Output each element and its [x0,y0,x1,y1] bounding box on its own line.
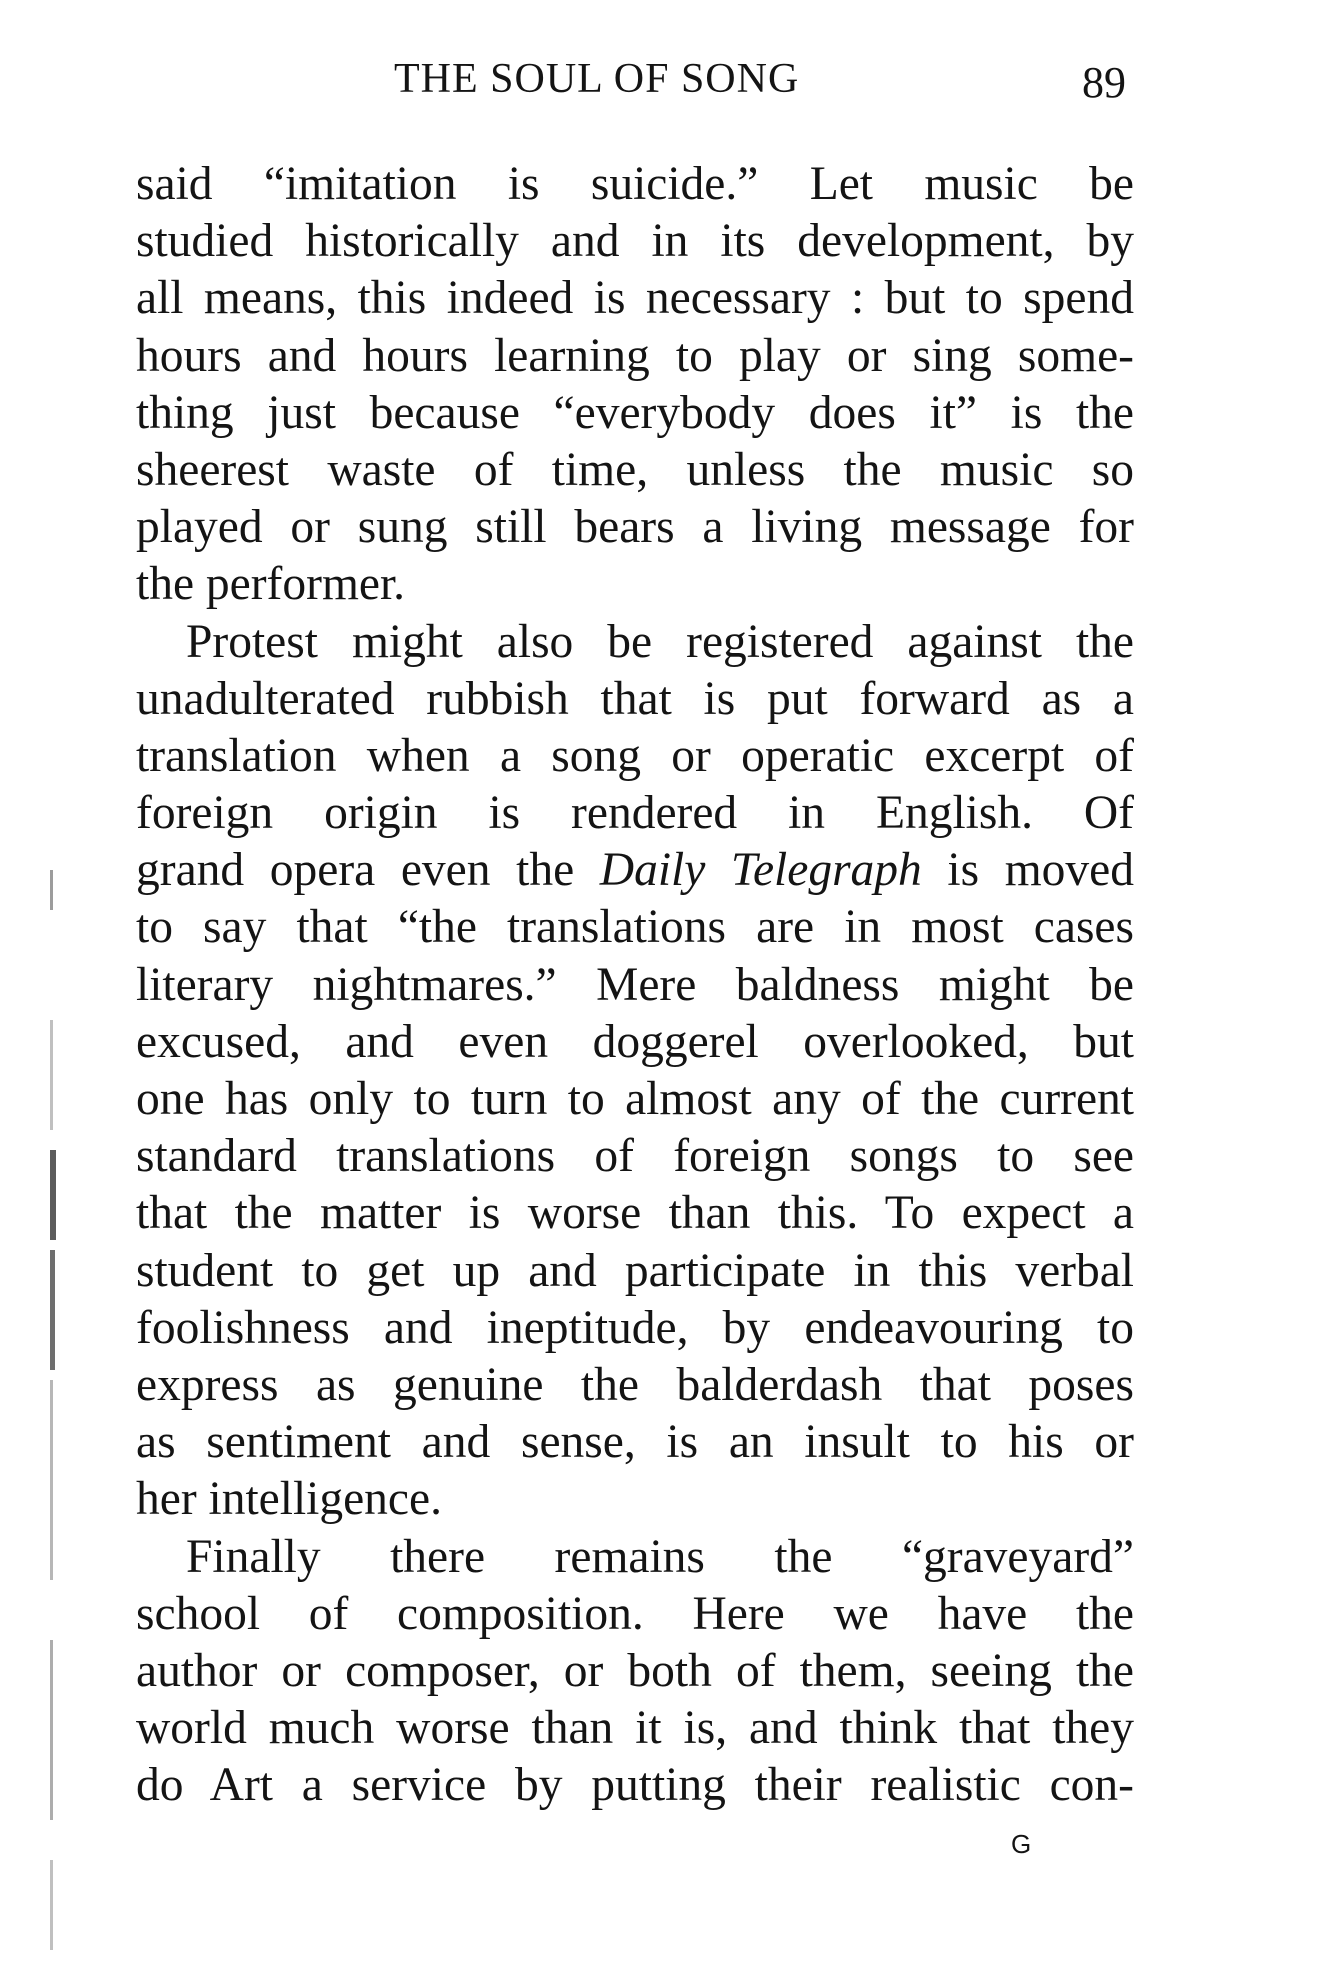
signature-mark: G [1011,1829,1032,1859]
binding-shadow [50,1640,53,1820]
text-line: unadulterated rubbish that is put forward as a [136,672,1134,725]
binding-shadow [50,1380,53,1580]
text-line-with-italic [136,842,1134,899]
text-line: one has only to turn to almost any of the current [136,1073,1134,1125]
text-line: to say that “the translations are in most cases [136,901,1134,954]
text-line: standard translations of foreign songs to see [136,1130,1134,1183]
text-line: her intelligence. [136,1473,442,1526]
text-line: excused, and even doggerel overlooked, but [136,1015,1134,1068]
binding-shadow [50,1860,53,1950]
binding-shadow [50,1020,53,1130]
text-line: Protest might also be registered against the [186,615,1134,668]
newspaper-title: Daily Telegraph [599,844,922,897]
binding-shadow [50,870,53,910]
text-line: said “imitation is suicide.” Let music be [136,158,1134,210]
running-head: THE SOUL OF SONG [394,56,800,102]
page-number: 89 [1082,58,1126,107]
text-segment: is moved [921,844,1134,897]
text-line: studied historically and in its development, by [136,215,1134,268]
text-line: hours and hours learning to play or sing some- [136,329,1134,382]
text-line: all means, this indeed is necessary : but to spend [136,272,1134,325]
text-line: do Art a service by putting their realistic con- [136,1759,1134,1812]
binding-shadow [50,1150,56,1240]
text-line: translation when a song or operatic excerpt of [136,729,1134,782]
binding-shadow [50,1250,55,1370]
text-line: foolishness and ineptitude, by endeavouring to [136,1301,1134,1354]
page-header [136,55,1136,115]
body-text [136,156,1134,1814]
text-line: literary nightmares.” Mere baldness might be [136,958,1134,1011]
text-line: foreign origin is rendered in English. Of [136,787,1134,840]
text-line: student to get up and participate in this verbal [136,1244,1134,1297]
text-line: world much worse than it is, and think that they [136,1702,1134,1755]
text-line: played or sung still bears a living message for [136,501,1134,554]
text-line: Finally there remains the “graveyard” [186,1530,1134,1583]
text-line: express as genuine the balderdash that poses [136,1358,1134,1411]
text-line: author or composer, or both of them, seeing the [136,1644,1134,1697]
text-line: that the matter is worse than this. To expect a [136,1187,1134,1240]
text-line: the performer. [136,558,406,611]
text-segment: grand opera even the [136,844,600,897]
text-line: thing just because “everybody does it” is the [136,386,1134,439]
text-line: sheerest waste of time, unless the music so [136,443,1134,496]
text-line: as sentiment and sense, is an insult to his or [136,1416,1134,1469]
text-line: school of composition. Here we have the [136,1587,1134,1640]
